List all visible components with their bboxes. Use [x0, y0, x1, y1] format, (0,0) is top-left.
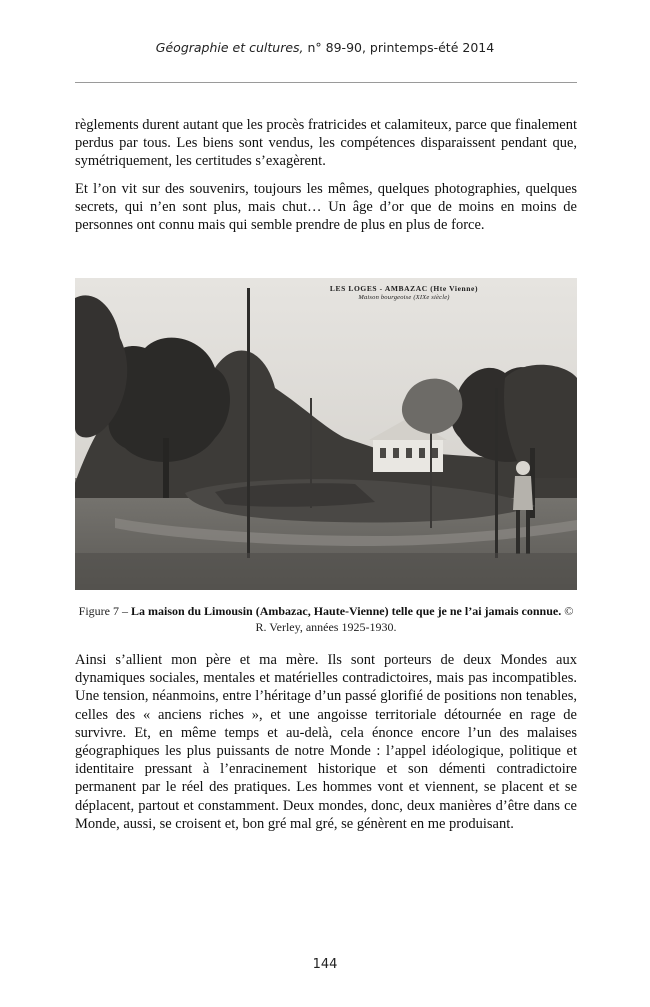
running-header [0, 40, 650, 55]
paragraph-1 [75, 116, 577, 171]
caption-label: Figure 7 – [78, 604, 131, 618]
caption-credit: © R. Verley, années 1925-1930. [255, 604, 574, 634]
figure-photograph [75, 278, 577, 590]
postcard-title [289, 284, 519, 302]
page-number: 144 [312, 957, 338, 972]
paragraph-1-text: règlements durent autant que les procès fratricides et calamiteux, parce que finalement perdus par tous. Les biens sont vendus, les compétences disparaissent pendant que, symétriquement, les certitudes s’exagèrent. [75, 117, 577, 170]
paragraph-3-text: Ainsi s’allient mon père et ma mère. Ils sont porteurs de deux Mondes aux dynamiques sociales, mentales et matérielles contradictoires, mais pas incompatibles. Une tension, néanmoins, entre l’héritage d’un passé glorifié de positions non tenables, celles des « anciens riches », et une angoisse territoriale détournée en rage de survivre. Et, en même temps et au-delà, cela énonce encore l’un des malaises géographiques les plus puissants de notre Monde : l’appel idéologique, politique et identitaire pressant à l’enracinement historique et son démenti contradictoire permanent par le réel des pratiques. Les hommes vont et viennent, se placent et se déplacent, partout et constamment. Deux mondes, donc, deux manières d’être dans ce Monde, aussi, se croisent et, bon gré mal gré, se génèrent en me produisant. [75, 652, 577, 832]
caption-title: La maison du Limousin (Ambazac, Haute-Vienne) telle que je ne l’ai jamais connue. [131, 604, 562, 618]
paragraph-2-text: Et l’on vit sur des souvenirs, toujours les mêmes, quelques photographies, quelques secrets, qui n’en sont plus, mais chut… Un âge d’or que de moins en moins de personnes ont connu mais qui semble prendre de plus en plus de force. [75, 181, 577, 234]
journal-title: Géographie et cultures, [155, 40, 304, 55]
header-rule [75, 82, 577, 83]
figure-caption [75, 604, 577, 635]
postcard-title-line-2: Maison bourgeoise (XIXe siècle) [358, 294, 450, 301]
paragraph-3 [75, 651, 577, 833]
postcard-title-line-1: LES LOGES - AMBAZAC (Hte Vienne) [329, 284, 479, 293]
paragraph-2 [75, 180, 577, 235]
journal-issue: n° 89-90, printemps-été 2014 [303, 40, 495, 55]
photo-illustration [75, 278, 577, 590]
